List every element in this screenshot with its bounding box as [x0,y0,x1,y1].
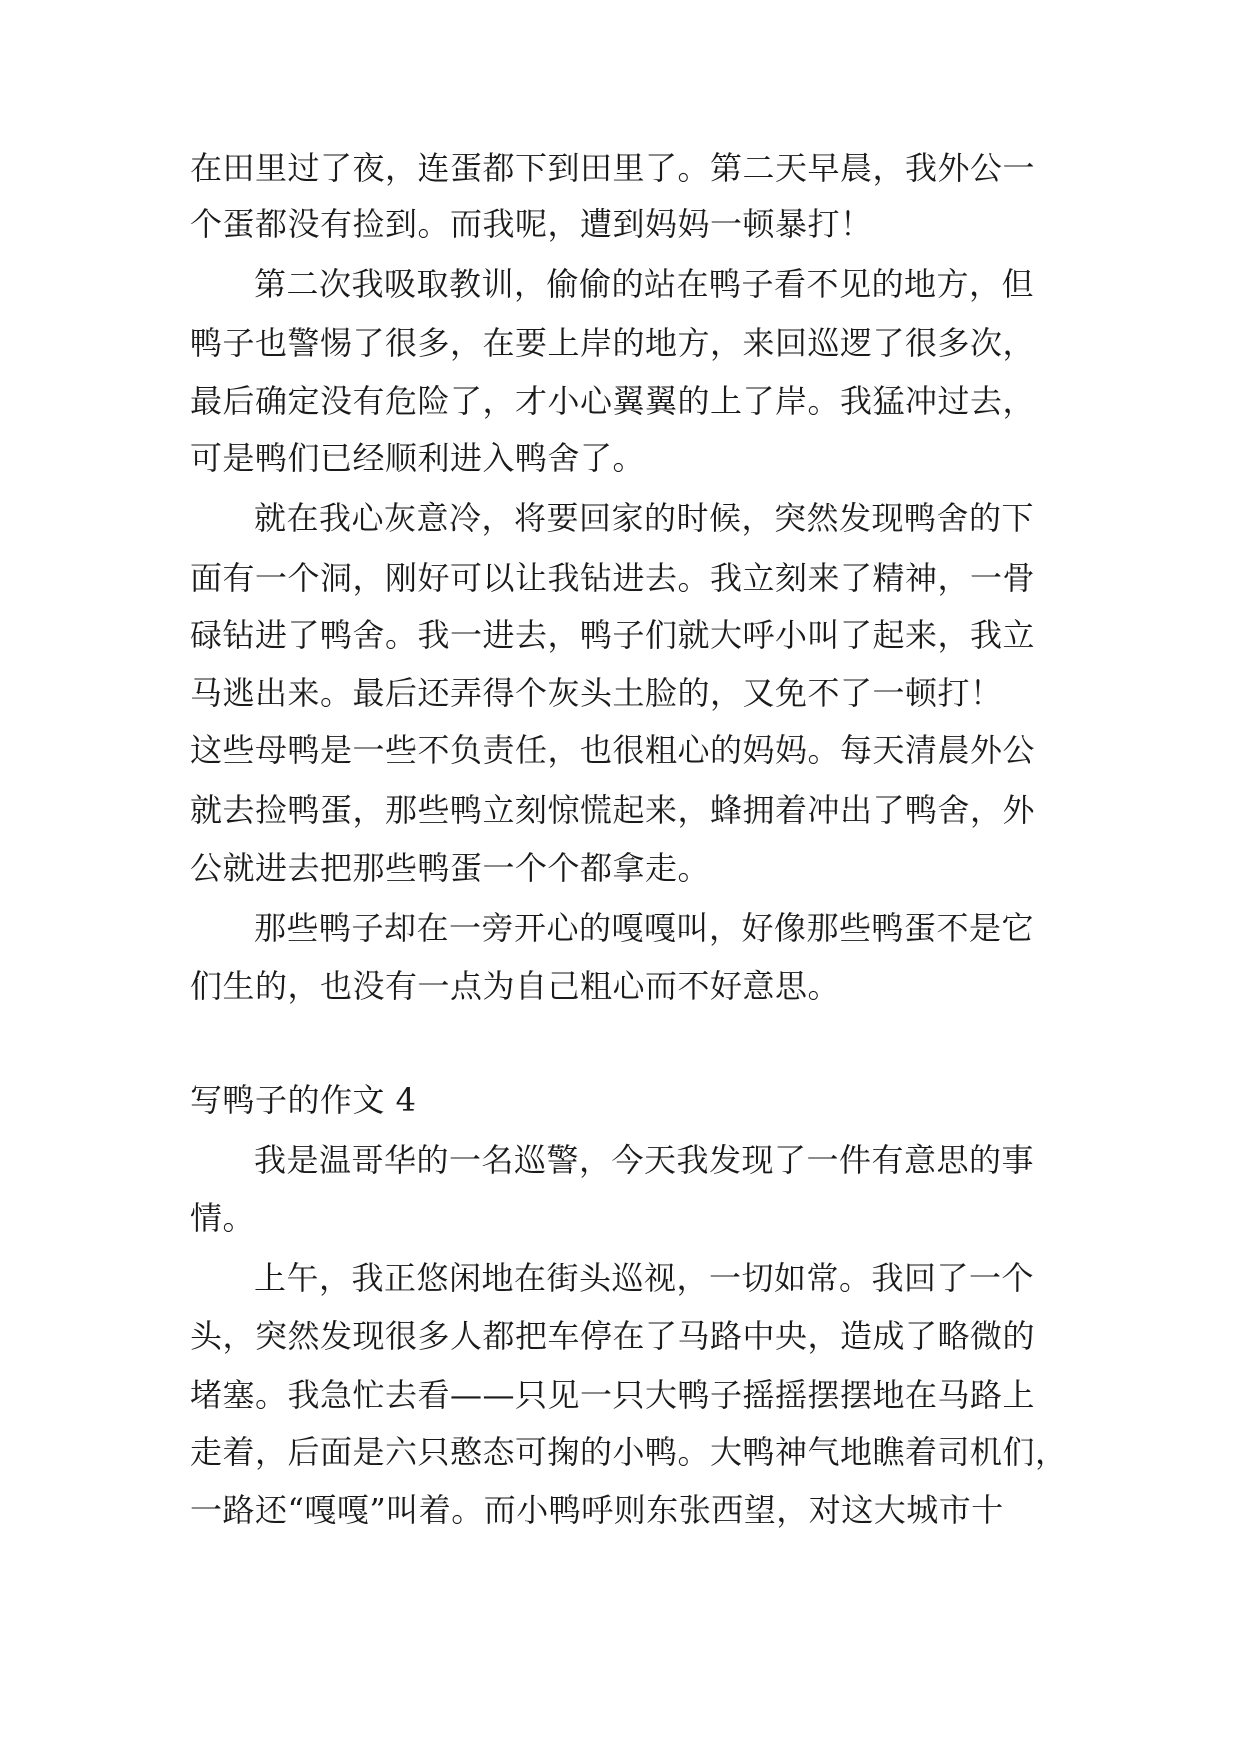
paragraph-start: 就在我心灰意冷，将要回家的时候，突然发现鸭舍的下 [254,499,1035,537]
text-line: 在田里过了夜，连蛋都下到田里了。第二天早晨，我外公一 [190,149,1036,187]
text-line: 头，突然发现很多人都把车停在了马路中央，造成了略微的 [190,1317,1036,1355]
text-line: 一路还“嘎嘎”叫着。而小鸭呼则东张西望，对这大城市十 [190,1491,1004,1529]
text-line: 碌钻进了鸭舍。我一进去，鸭子们就大呼小叫了起来，我立 [190,616,1036,654]
text-line: 最后确定没有危险了，才小心翼翼的上了岸。我猛冲过去， [190,382,1036,420]
paragraph-start: 那些鸭子却在一旁开心的嘎嘎叫，好像那些鸭蛋不是它 [254,909,1035,947]
text-line: 面有一个洞，刚好可以让我钻进去。我立刻来了精神，一骨 [190,559,1036,597]
text-line: 情。 [190,1199,256,1237]
text-line: 可是鸭们已经顺利进入鸭舍了。 [190,439,646,477]
paragraph-start: 第二次我吸取教训，偷偷的站在鸭子看不见的地方，但 [254,265,1035,303]
paragraph-start: 这些母鸭是一些不负责任，也很粗心的妈妈。每天清晨外公 [190,731,1036,769]
paragraph-start: 上午，我正悠闲地在街头巡视，一切如常。我回了一个 [254,1259,1035,1297]
text-line: 个蛋都没有捡到。而我呢，遭到妈妈一顿暴打！ [190,205,873,243]
paragraph-start: 我是温哥华的一名巡警，今天我发现了一件有意思的事 [254,1141,1035,1179]
text-line: 公就进去把那些鸭蛋一个个都拿走。 [190,849,711,887]
text-line: 堵塞。我急忙去看——只见一只大鸭子摇摇摆摆地在马路上 [190,1376,1036,1414]
text-line: 马逃出来。最后还弄得个灰头土脸的，又免不了一顿打！ [190,674,1003,712]
text-line: 走着，后面是六只憨态可掬的小鸭。大鸭神气地瞧着司机们， [190,1433,1068,1471]
text-line: 们生的，也没有一点为自己粗心而不好意思。 [190,967,841,1005]
text-line: 鸭子也警惕了很多，在要上岸的地方，来回巡逻了很多次， [190,324,1036,362]
text-line: 就去捡鸭蛋，那些鸭立刻惊慌起来，蜂拥着冲出了鸭舍，外 [190,791,1036,829]
section-heading: 写鸭子的作文 4 [190,1081,417,1119]
